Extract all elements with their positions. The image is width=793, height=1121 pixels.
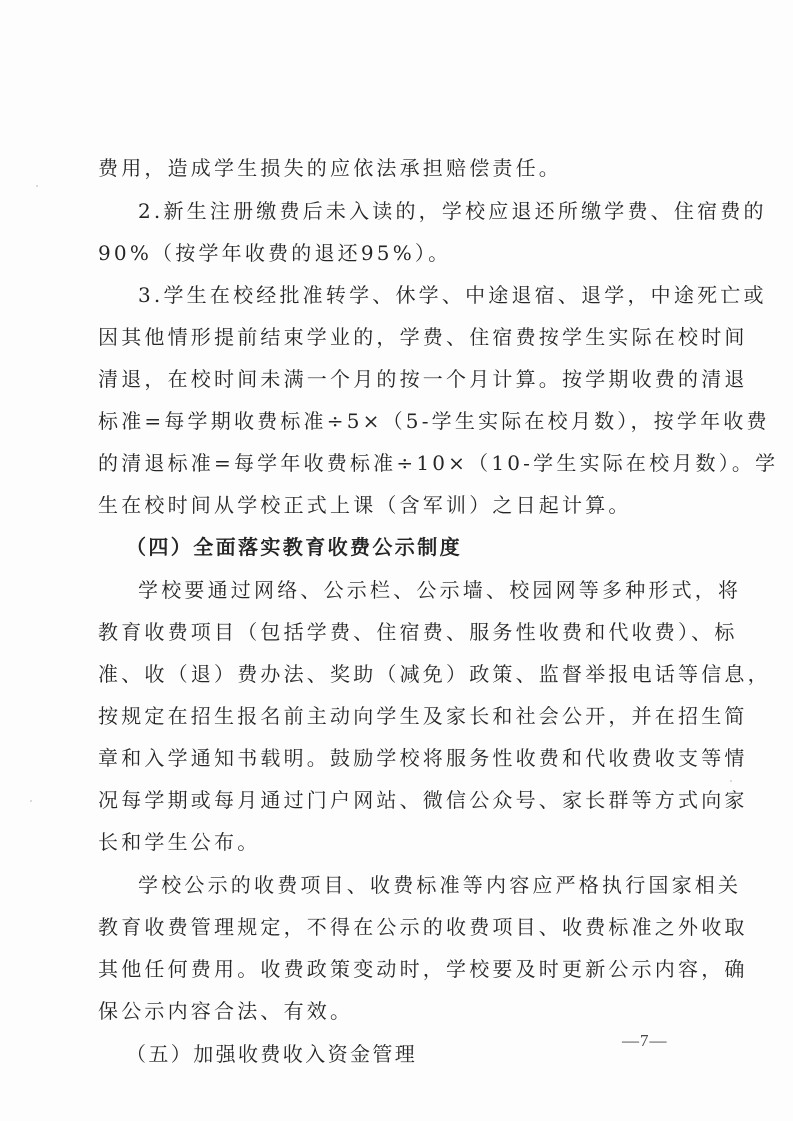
body-text-line: 教育收费项目（包括学费、住宿费、服务性收费和代收费）、标 [98, 620, 738, 644]
body-text-line: 保公示内容合法、有效。 [98, 999, 354, 1023]
body-text-line: 长和学生公布。 [98, 830, 261, 854]
body-text-line: 准、收（退）费办法、奖助（减免）政策、监督举报电话等信息， [98, 662, 771, 686]
scan-speck [730, 780, 732, 782]
body-text-line: 按规定在招生报名前主动向学生及家长和社会公开，并在招生简 [98, 704, 748, 728]
body-text-line: 3.学生在校经批准转学、休学、中途退宿、退学，中途死亡或 [138, 283, 767, 307]
body-text-line: 清退，在校时间未满一个月的按一个月计算。按学期收费的清退 [98, 367, 748, 391]
section-heading-5: （五）加强收费收入资金管理 [126, 1042, 418, 1066]
body-text-line: 况每学期或每月通过门户网站、微信公众号、家长群等方式向家 [98, 788, 748, 812]
scan-speck [30, 800, 32, 802]
body-text-line: 教育收费管理规定，不得在公示的收费项目、收费标准之外收取 [98, 915, 748, 939]
body-text-line: 章和入学通知书载明。鼓励学校将服务性收费和代收费收支等情 [98, 746, 748, 770]
page-number: —7— [622, 1031, 668, 1050]
body-text-line: 因其他情形提前结束学业的，学费、住宿费按学生实际在校时间 [98, 325, 748, 349]
body-text-line: 标准=每学期收费标准÷5×（5-学生实际在校月数），按学年收费 [98, 409, 770, 433]
scan-speck [36, 185, 38, 187]
section-heading-4: （四）全面落实教育收费公示制度 [126, 535, 462, 559]
body-text-line: 90%（按学年收费的退还95%）。 [98, 241, 452, 265]
body-text-line: 费用，造成学生损失的应依法承担赔偿责任。 [98, 156, 562, 180]
body-text-line: 学校公示的收费项目、收费标准等内容应严格执行国家相关 [138, 873, 742, 897]
body-text-line: 其他任何费用。收费政策变动时，学校要及时更新公示内容，确 [98, 957, 748, 981]
body-text-line: 生在校时间从学校正式上课（含军训）之日起计算。 [98, 493, 632, 517]
body-text-line: 的清退标准=每学年收费标准÷10×（10-学生实际在校月数）。学 [98, 451, 779, 475]
body-text-line: 学校要通过网络、公示栏、公示墙、校园网等多种形式，将 [138, 578, 742, 602]
body-text-line: 2.新生注册缴费后未入读的，学校应退还所缴学费、住宿费的 [138, 199, 767, 223]
